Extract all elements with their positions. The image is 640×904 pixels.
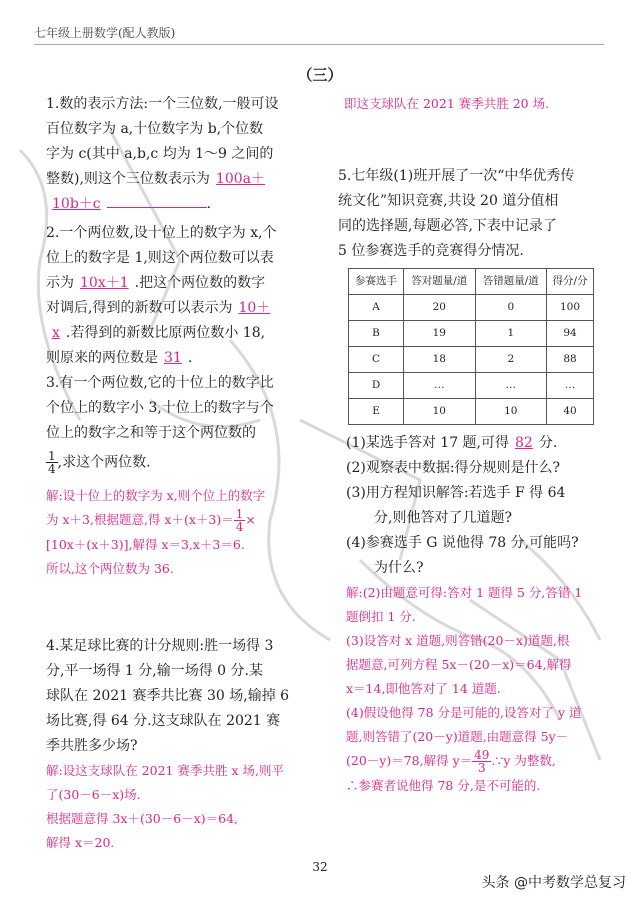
table-row: E 10 10 40: [349, 399, 594, 425]
table-row: A 20 0 100: [349, 295, 594, 321]
question-2: 2.一个两位数,设十位上的数字为 x,个 位上的数字是 1,则这个两位数可以表 示为 10x＋1 .把这个两位数的数字 对调后,得到的新数可以表示为 10＋ x .若得到的新数比原两位数小 18, 则原来的两位数是 31 .: [46, 225, 277, 366]
question-4: 4.某足球比赛的计分规则:胜一场得 3 分,平一场得 1 分,输一场得 0 分.某 球队在 2021 赛季共比赛 30 场,输掉 6 场比赛,得 64 分.这支球队在 2021 赛 季共胜多少场? 解:设这支球队在 2021 赛季共胜 x 场,则平 了(30－6－x)场. 根据题意得 3x＋(30－6－x)＝64, 解得 x＝20.: [46, 634, 318, 855]
solution-5: 解:(2)由题意可得:答对 1 题得 5 分,答错 1 题倒扣 1 分. (3)设答对 x 道题,则答错(20－x)道题,根 据题意,可列方程 5x－(20－x)＝64,解得 x＝14,即他答对了 14 道题. (4)假设他得 78 分是可能的,设答对了 y 道 题,则答错了(20－y)道题,由题意得 5y－ (20－y)＝78,解得 y＝ $\frac{49}{3}$ .∵y 为整数, ∴参赛者说他得 78 分,是不可能的.: [346, 585, 583, 793]
answer-blank: 82: [515, 435, 533, 451]
section-title: （三）: [297, 66, 343, 84]
answer-blank: x: [52, 325, 60, 341]
page-header: 七年级上册数学(配人教版): [34, 26, 176, 40]
question-3: 3.有一个两位数,它的十位上的数字比 个位上的数字小 3,十位上的数字与个 位上的数字之和等于这个两位数的 $\frac{1}{4}$ ,求这个两位数. 解:设十位上的数字为 x,则个位上的数字 为 x＋3,根据题意,得 x＋(x＋3)＝ $\frac{1}{4}$ × [10x＋(x＋3)],解得 x＝3,x＋3＝6. 所以,这个两位数为 36.: [46, 371, 318, 581]
score-table: [348, 268, 594, 425]
answer-blank: 10＋: [238, 300, 271, 316]
answer-blank: 100a＋: [215, 171, 265, 187]
right-column: [344, 92, 606, 116]
table-row: B 19 1 94: [349, 321, 594, 347]
fraction: $\frac{1}{4}$: [48, 449, 56, 476]
solution-4: 解:设这支球队在 2021 赛季共胜 x 场,则平 了(30－6－x)场. 根据题意得 3x＋(30－6－x)＝64, 解得 x＝20.: [46, 763, 284, 850]
answer-blank: 10b＋c: [52, 196, 101, 212]
source-watermark: 头条 @中考数学总复习: [481, 875, 626, 891]
table-row: C 18 2 88: [349, 347, 594, 373]
page-number: 32: [312, 860, 328, 874]
table-row: D … … …: [349, 373, 594, 399]
header-divider: [34, 44, 604, 45]
answer-blank: 10x＋1: [80, 275, 129, 291]
left-column: [46, 92, 318, 581]
table-header-row: 参赛选手 答对题量/道 答错题量/道 得分/分: [349, 269, 594, 295]
question-1: 1.数的表示方法:一个三位数,一般可设 百位数字为 a,十位数字为 b,个位数 字为 c(其中 a,b,c 均为 1～9 之间的 整数),则这个三位数表示为 100a＋ 10b＋c .: [46, 96, 279, 212]
answer-blank: 31: [164, 350, 182, 366]
question-5: 5.七年级(1)班开展了一次“中华优秀传 统文化”知识竞赛,共设 20 道分值相 同的选择题,每题必答,下表中记录了 5 位参赛选手的竞赛得分情况. 参赛选手 答对题量/道 答错题量/道 得分/分 A 20 0 100 B 19 1 94 C 18 2 88 D … … … E 10 10 40 (1)某选手答对 17 题,可得 82 分. (2)观察表中数据:得分规则是什么? (3)用方程知识解答:若选手 F 得 64 分,则他答对了几道题? (4)参赛选手 G 说他得 78 分,可能吗? 为什么? 解:(2)由题意可得:答对 1 题得 5 分,答错 1 题倒扣 1 分. (3)设答对 x 道题,则答错(20－x)道题,根 据题意,可列方程 5x－(20－x)＝64,解得 x＝14,即他答对了 14 道题. (4)假设他得 78 分是可能的,设答对了 y 道 题,则答错了(20－y)道题,由题意得 5y－ (20－y)＝78,解得 y＝ $\frac{49}{3}$ .∵y 为整数, ∴参赛者说他得 78 分,是不可能的.: [338, 164, 608, 798]
solution-3: 解:设十位上的数字为 x,则个位上的数字 为 x＋3,根据题意,得 x＋(x＋3)＝ $\frac{1}{4}$ × [10x＋(x＋3)],解得 x＝3,x＋3＝6. 所以,这个两位数为 36.: [46, 487, 266, 576]
solution-4-continued: 即这支球队在 2021 赛季共胜 20 场.: [344, 96, 550, 111]
